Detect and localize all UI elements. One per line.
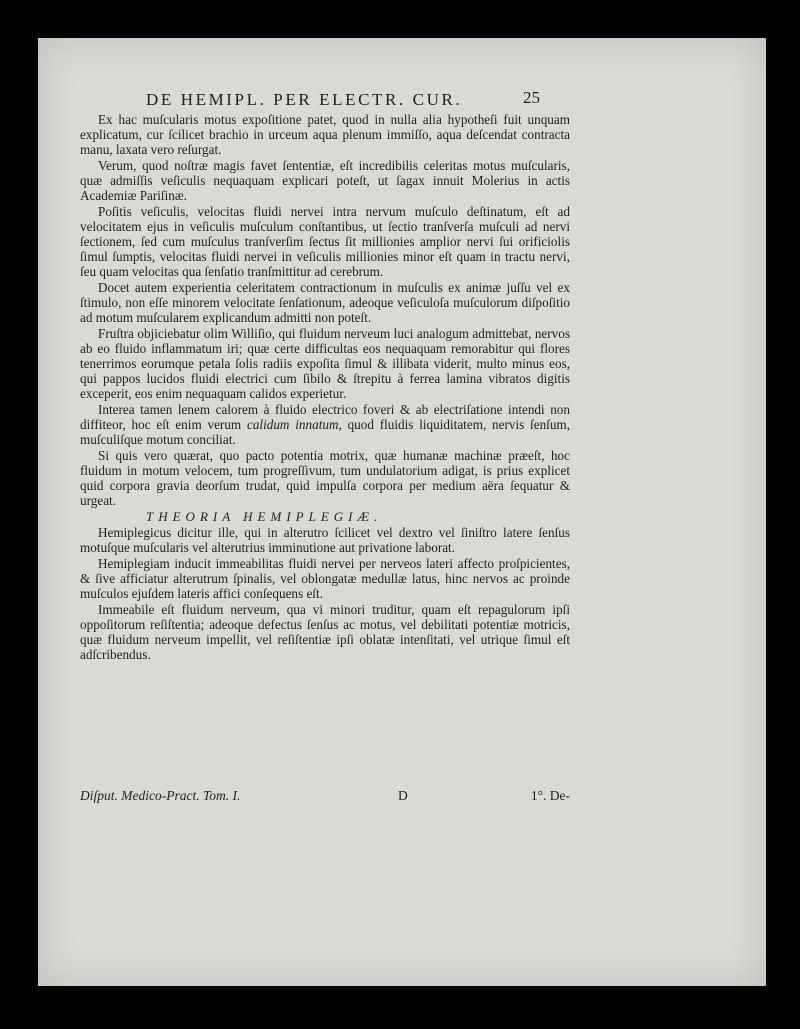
page-number: 25 xyxy=(523,88,540,107)
catchword: 1°. De- xyxy=(530,788,570,803)
section-title: THEORIA HEMIPLEGIÆ. xyxy=(146,509,383,524)
paragraph-5: Fruſtra objiciebatur olim Williſio, qui fluidum nerveum luci analogum admittebat, nervos ab eo fluido inflammatum iri; quæ certe difficultas eos nequaquam remorabitur qui flores tenerrimos eorumque petala ſolis radiis expoſita ſimul & illibata viderit, multo minus eos, qui pappos lucidos fluidi electrici cum ſibilo & ſtrepitu à ferrea lamina vibratos digitis exceperit, eos enim nequaquam calidos experietur. xyxy=(80,326,570,401)
paragraph-3: Poſitis veſiculis, velocitas fluidi nervei intra nervum muſculo deſtinatum, eſt ad velocitatem ejus in veſiculis muſculum conſtantibus, ut ſectio tranſverſa muſculi ad nervi ſectionem, ſed cum muſculus tranſverſim ſectus ſit millionies amplior nervi ſui orificiolis ſimul ſumptis, velocitas fluidi nervei in veſiculis millionies minor eſt quam in tractu nervi, ſeu quam velocitas qua ſenſatio tranſmittitur ad cerebrum. xyxy=(80,204,570,279)
section-paragraph-3: Immeabile eſt fluidum nerveum, qua vi minori truditur, quam eſt repagulorum ipſi oppoſitorum reſiſtentia; adeoque defectus ſenſus ac motus, vel debilitati potentiæ motricis, quæ fluidum nerveum impellit, vel reſiſtentiæ ipſi oblatæ intenſitati, vel utrique ſimul eſt adſcribendus. xyxy=(80,602,570,662)
section-paragraph-2: Hemiplegiam inducit immeabilitas fluidi nervei per nerveos lateri affecto proſpicientes, & ſive afficiatur alterutrum ſpinalis, vel oblongatæ medullæ latus, hinc nervos ac proinde muſculos ejuſdem lateris affici conſequens eſt. xyxy=(80,556,570,601)
paragraph-6-text-b: , quod fluidis liquiditatem, nervis ſenſum, muſculiſque motum conciliat. xyxy=(80,417,570,447)
book-page xyxy=(38,38,766,986)
signature-mark: D xyxy=(398,788,408,803)
paragraph-7: Si quis vero quærat, quo pacto potentia motrix, quæ humanæ machinæ præeſt, hoc fluidum in motum velocem, tum progreſſivum, tum undulatorium adigat, is prius explicet quid corpora gravia deorſum trudat, quid impulſa corpora per medium aëra ſequatur & urgeat. xyxy=(80,448,570,508)
running-head: DE HEMIPL. PER ELECTR. CUR. xyxy=(146,90,463,109)
section-paragraph-1: Hemiplegicus dicitur ille, qui in alterutro ſcilicet vel dextro vel ſiniſtro latere ſenſus motuſque muſcularis vel alterutrius imminutione aut privatione laborat. xyxy=(80,525,570,555)
paragraph-6-italic: calidum innatum xyxy=(246,417,339,432)
paragraph-6 xyxy=(80,402,570,447)
paragraph-1: Ex hac muſcularis motus expoſitione patet, quod in nulla alia hypotheſi fuit unquam explicatum, cur ſcilicet brachio in urceum aqua plenum immiſſo, aqua deſcendat contracta manu, laxata vero reſurgat. xyxy=(80,112,570,157)
paragraph-2: Verum, quod noſtræ magis favet ſententiæ, eſt incredibilis celeritas motus muſcularis, quæ admiſſis veſiculis nequaquam explicari poteſt, ut ſagax innuit Molerius in actis Academiæ Pariſinæ. xyxy=(80,158,570,203)
footer-title: Diſput. Medico-Pract. Tom. I. xyxy=(80,788,241,803)
paragraph-6-text-a: Interea tamen lenem calorem à fluido electrico foveri & ab electriſatione intendi non diffiteor, hoc eſt enim verum xyxy=(80,402,570,432)
page-body xyxy=(80,112,570,663)
paragraph-4: Docet autem experientia celeritatem contractionum in muſculis ex animæ juſſu vel ex ſtimulo, non eſſe minorem velocitate ſenſationum, adeoque veſiculoſa muſculorum diſpoſitio ad motum muſcularem explicandum admitti non poteſt. xyxy=(80,280,570,325)
page-footer xyxy=(80,788,570,806)
